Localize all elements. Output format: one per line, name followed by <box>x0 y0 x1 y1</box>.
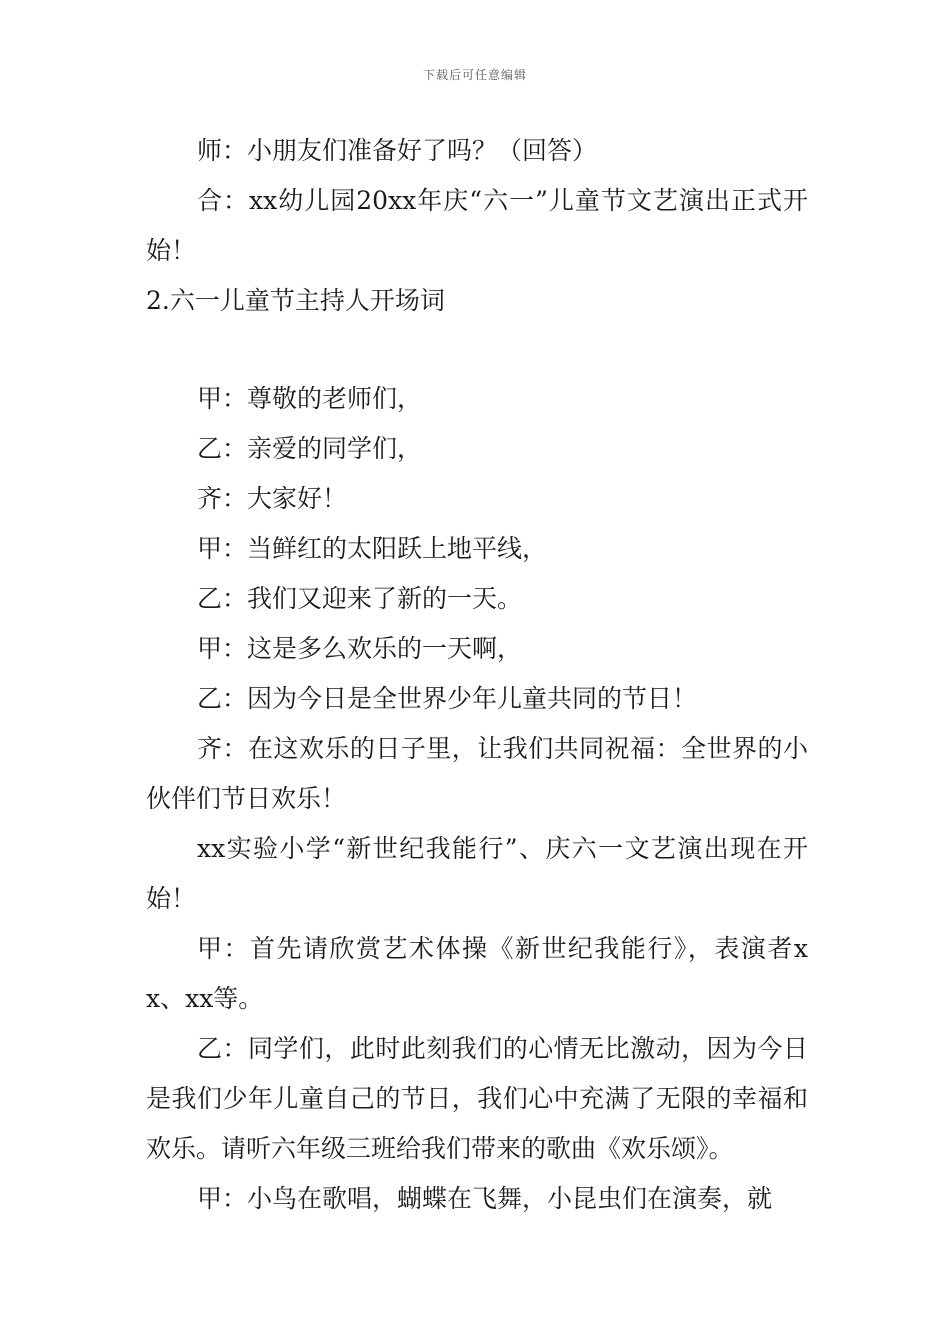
section-heading: 2.六一儿童节主持人开场词 <box>146 286 445 315</box>
paragraph: 甲：尊敬的老师们， <box>197 384 423 413</box>
paragraph: xx实验小学“新世纪我能行”、庆六一文艺演出现在开始！ <box>146 834 808 913</box>
document-body <box>146 126 808 1224</box>
paragraph: 甲：小鸟在歌唱，蝴蝶在飞舞，小昆虫们在演奏，就 <box>197 1184 773 1213</box>
paragraph: 甲：当鲜红的太阳跃上地平线， <box>197 534 548 563</box>
paragraph: 乙：我们又迎来了新的一天。 <box>197 584 523 613</box>
paragraph: 甲：首先请欣赏艺术体操《新世纪我能行》，表演者xx、xx等。 <box>146 934 808 1013</box>
paragraph: 乙：因为今日是全世界少年儿童共同的节日！ <box>197 684 698 713</box>
paragraph: 合：xx幼儿园20xx年庆“六一”儿童节文艺演出正式开始！ <box>146 186 808 265</box>
paragraph: 甲：这是多么欢乐的一天啊， <box>197 634 523 663</box>
paragraph: 齐：在这欢乐的日子里，让我们共同祝福：全世界的小伙伴们节日欢乐！ <box>146 734 808 813</box>
paragraph: 齐：大家好！ <box>197 484 348 513</box>
page-header: 下载后可任意编辑 <box>422 68 527 82</box>
paragraph: 师：小朋友们准备好了吗？（回答） <box>197 136 598 165</box>
blank-line <box>146 326 808 374</box>
paragraph: 乙：同学们，此时此刻我们的心情无比激动，因为今日是我们少年儿童自己的节日，我们心中充满了无限的幸福和欢乐。请听六年级三班给我们带来的歌曲《欢乐颂》。 <box>146 1034 808 1163</box>
paragraph: 乙：亲爱的同学们， <box>197 434 423 463</box>
